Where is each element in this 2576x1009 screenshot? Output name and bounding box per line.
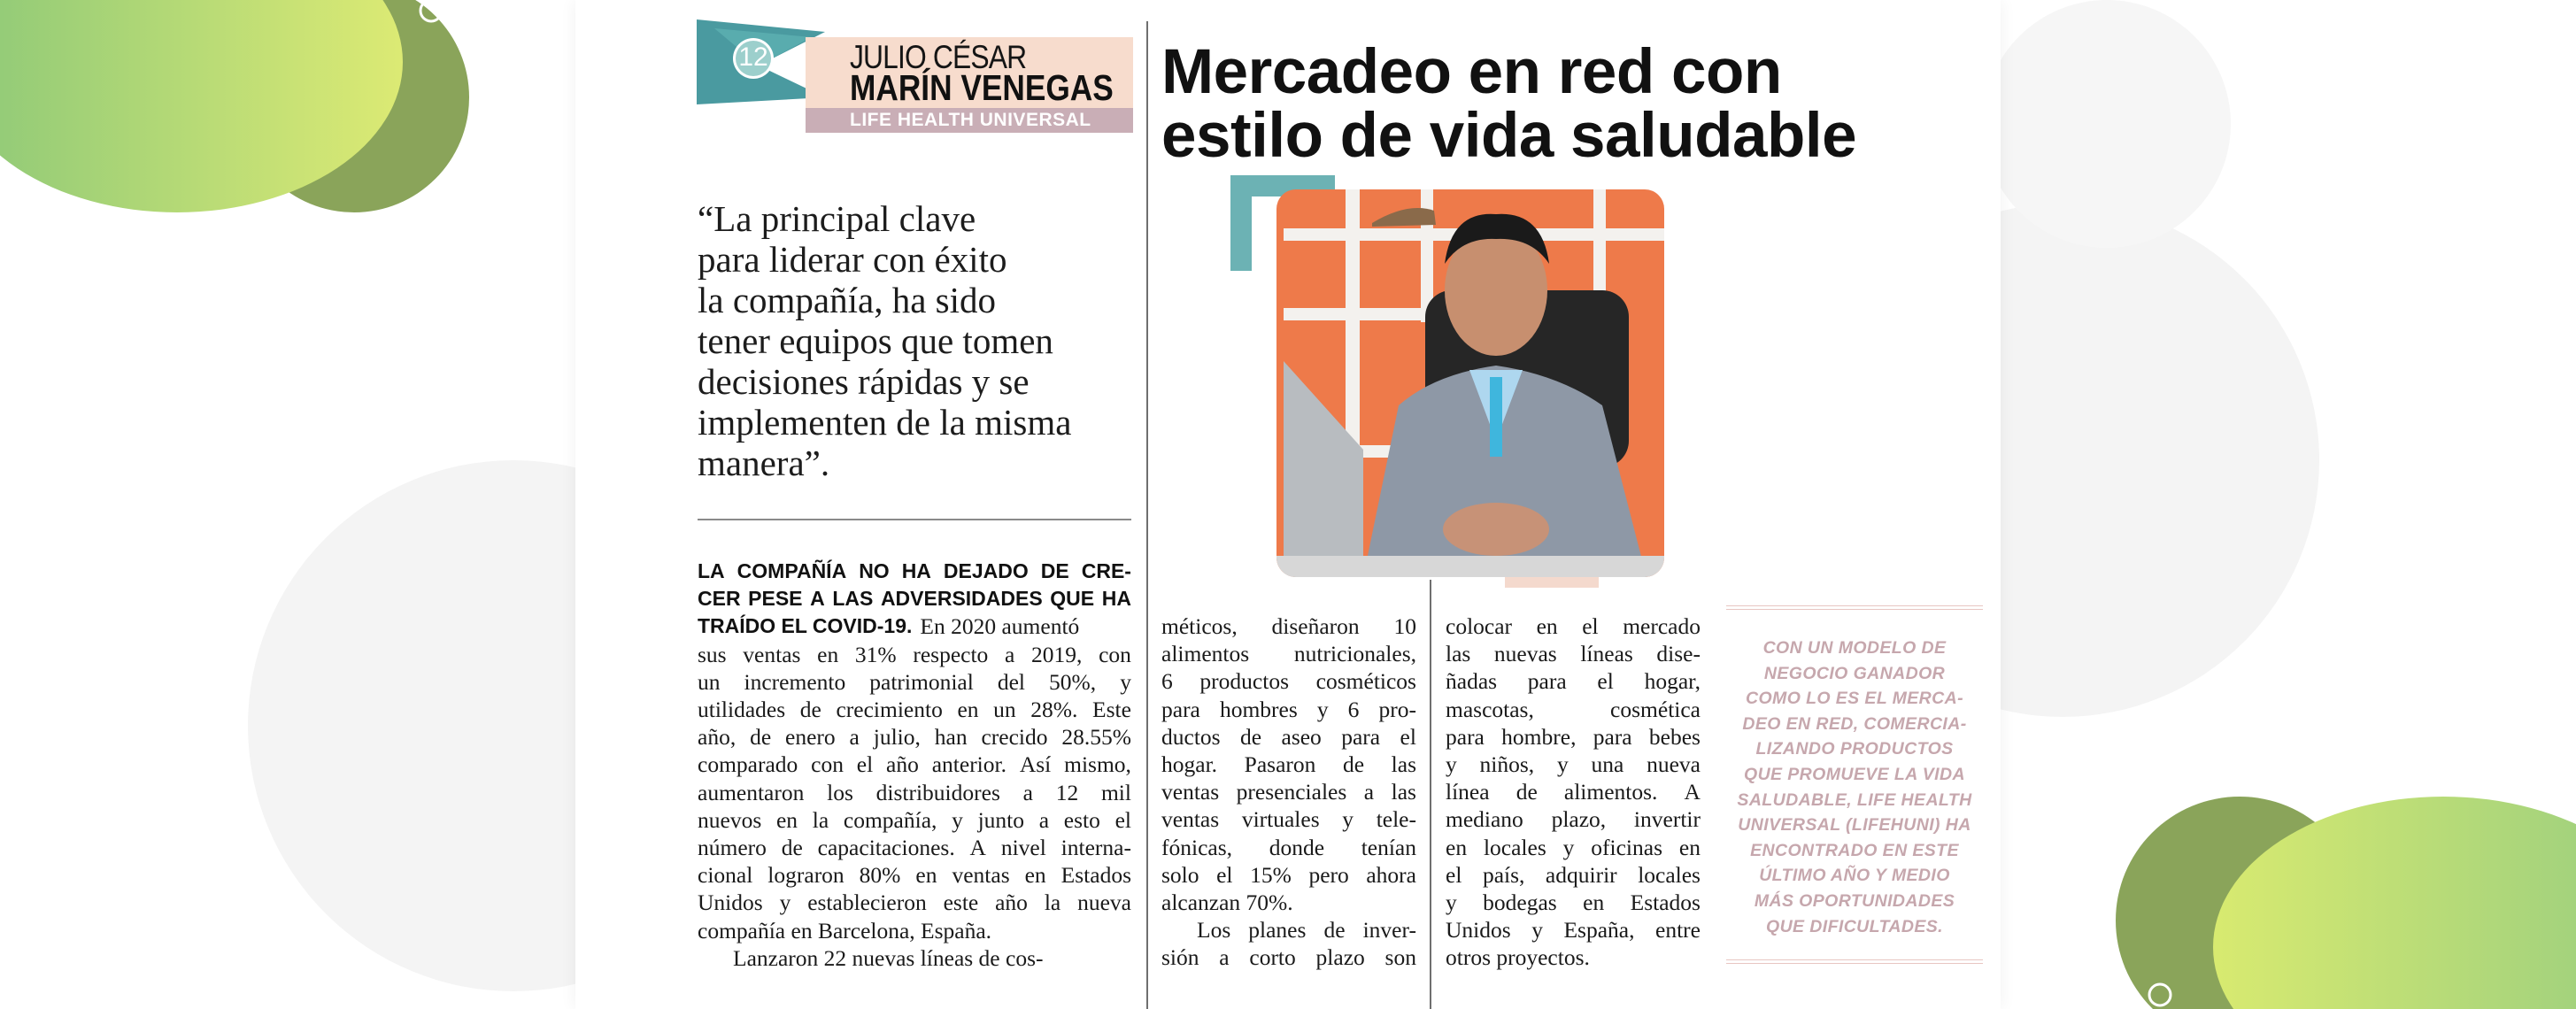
body-line: nuevos en la compañía, y junto a esto el bbox=[698, 806, 1131, 833]
lead-line: LA COMPAÑÍA NO HA DEJADO DE CRE- bbox=[698, 559, 1131, 582]
body-line: y bodegas en Estados bbox=[1446, 890, 1701, 916]
quote-line: decisiones rápidas y se bbox=[698, 361, 1030, 402]
body-line: fónicas, donde tenían bbox=[1161, 834, 1416, 860]
sidebar-line: QUE DIFICULTADES. bbox=[1766, 916, 1943, 936]
body-line: Unidos y España, entre bbox=[1446, 917, 1701, 944]
body-line: Los planes de inver- bbox=[1197, 917, 1416, 944]
body-line: utilidades de crecimiento en un 28%. Este bbox=[698, 697, 1131, 723]
article-column-2 bbox=[1161, 612, 1416, 972]
headline bbox=[1161, 37, 1958, 171]
lead-text: TRAÍDO EL COVID-19. bbox=[698, 614, 913, 638]
portrait-photo bbox=[1230, 175, 1708, 591]
body-line: ventas virtuales y tele- bbox=[1161, 806, 1416, 833]
quote-line: para liderar con éxito bbox=[698, 239, 1007, 280]
quote-line: implementen de la misma bbox=[698, 402, 1072, 443]
column-rule bbox=[1430, 580, 1431, 1009]
body-line: méticos, diseñaron 10 bbox=[1161, 613, 1416, 639]
body-line: las nuevas líneas dise- bbox=[1446, 641, 1701, 667]
article-column-1 bbox=[698, 558, 1131, 972]
body-line: comparado con el año anterior. Así mismo, bbox=[698, 751, 1131, 778]
sidebar-line: CON UN MODELO DE bbox=[1762, 638, 1947, 658]
quote-line: tener equipos que tomen bbox=[698, 320, 1053, 361]
body-line: compañía en Barcelona, España. bbox=[698, 917, 992, 944]
article-column-3 bbox=[1446, 612, 1701, 972]
company-name: LIFE HEALTH UNIVERSAL bbox=[850, 110, 1091, 130]
quote-divider bbox=[698, 519, 1131, 520]
body-line: Lanzaron 22 nuevas líneas de cos- bbox=[733, 944, 1044, 971]
body-line: sión a corto plazo son bbox=[1161, 944, 1416, 971]
column-rule bbox=[1146, 21, 1148, 1009]
pull-quote bbox=[698, 198, 1158, 483]
headline-line: Mercadeo en red con bbox=[1161, 37, 1782, 107]
lead-line: CER PESE A LAS ADVERSIDADES QUE HA bbox=[698, 587, 1131, 611]
body-line: línea de alimentos. A bbox=[1446, 779, 1701, 805]
quote-line: “La principal clave bbox=[698, 198, 976, 239]
sidebar-line: ENCONTRADO EN ESTE bbox=[1750, 840, 1959, 860]
sidebar-line: MÁS OPORTUNIDADES bbox=[1754, 890, 1955, 911]
magazine-page bbox=[575, 0, 2001, 1009]
body-line: para hombres y 6 pro- bbox=[1161, 696, 1416, 722]
body-line: Unidos y establecieron este año la nueva bbox=[698, 890, 1131, 916]
sidebar-line: QUE PROMUEVE LA VIDA bbox=[1744, 764, 1965, 784]
bg-grey-circle bbox=[1983, 0, 2231, 248]
body-text: En 2020 aumentó bbox=[920, 613, 1080, 640]
body-line: hogar. Pasaron de las bbox=[1161, 751, 1416, 778]
body-line: alimentos nutricionales, bbox=[1161, 641, 1416, 667]
body-line: aumentaron los distribuidores a 12 mil bbox=[698, 779, 1131, 805]
sidebar-line: COMO LO ES EL MERCA- bbox=[1746, 689, 1963, 709]
page-number: 12 bbox=[738, 42, 768, 72]
body-line: alcanzan 70%. bbox=[1161, 890, 1293, 916]
sidebar-rule bbox=[1726, 959, 1983, 964]
quote-line: la compañía, ha sido bbox=[698, 280, 997, 320]
body-line: el país, adquirir locales bbox=[1446, 861, 1701, 888]
body-line: sus ventas en 31% respecto a 2019, con bbox=[698, 641, 1131, 667]
body-line bbox=[698, 612, 1131, 640]
quote-line: manera”. bbox=[698, 443, 830, 483]
body-line: año, de enero a julio, han crecido 28.55% bbox=[698, 724, 1131, 751]
body-line: un incremento patrimonial del 50%, y bbox=[698, 668, 1131, 695]
sidebar-line: ÚLTIMO AÑO Y MEDIO bbox=[1759, 866, 1950, 886]
body-line: 6 productos cosméticos bbox=[1161, 668, 1416, 695]
headline-line: estilo de vida saludable bbox=[1161, 101, 1857, 171]
author-last-name: MARÍN VENEGAS bbox=[850, 67, 1114, 108]
body-line: ductos de aseo para el bbox=[1161, 723, 1416, 750]
body-line: y niños, y una nueva bbox=[1446, 751, 1701, 778]
body-line: mascotas, cosmética bbox=[1446, 696, 1701, 722]
body-line: para hombre, para bebes bbox=[1446, 723, 1701, 750]
sidebar-line: DEO EN RED, COMERCIA- bbox=[1742, 713, 1967, 734]
body-line: ñadas para el hogar, bbox=[1446, 668, 1701, 695]
body-line: colocar en el mercado bbox=[1446, 613, 1701, 639]
sidebar-rule bbox=[1726, 605, 1983, 610]
body-line: cional lograron 80% en ventas en Estados bbox=[698, 862, 1131, 889]
sidebar-line: SALUDABLE, LIFE HEALTH bbox=[1737, 789, 1972, 810]
author-first-name: JULIO CÉSAR bbox=[850, 39, 1027, 75]
body-line: en locales y oficinas en bbox=[1446, 834, 1701, 860]
body-line: ventas presenciales a las bbox=[1161, 779, 1416, 805]
sidebar-callout bbox=[1726, 635, 1983, 939]
body-line: mediano plazo, invertir bbox=[1446, 806, 1701, 833]
body-line: solo el 15% pero ahora bbox=[1161, 861, 1416, 888]
sidebar-line: UNIVERSAL (LIFEHUNI) HA bbox=[1738, 815, 1971, 836]
sidebar-line: LIZANDO PRODUCTOS bbox=[1755, 739, 1954, 759]
body-line: número de capacitaciones. A nivel interna- bbox=[698, 835, 1131, 861]
sidebar-line: NEGOCIO GANADOR bbox=[1763, 663, 1946, 683]
body-line: otros proyectos. bbox=[1446, 944, 1590, 971]
